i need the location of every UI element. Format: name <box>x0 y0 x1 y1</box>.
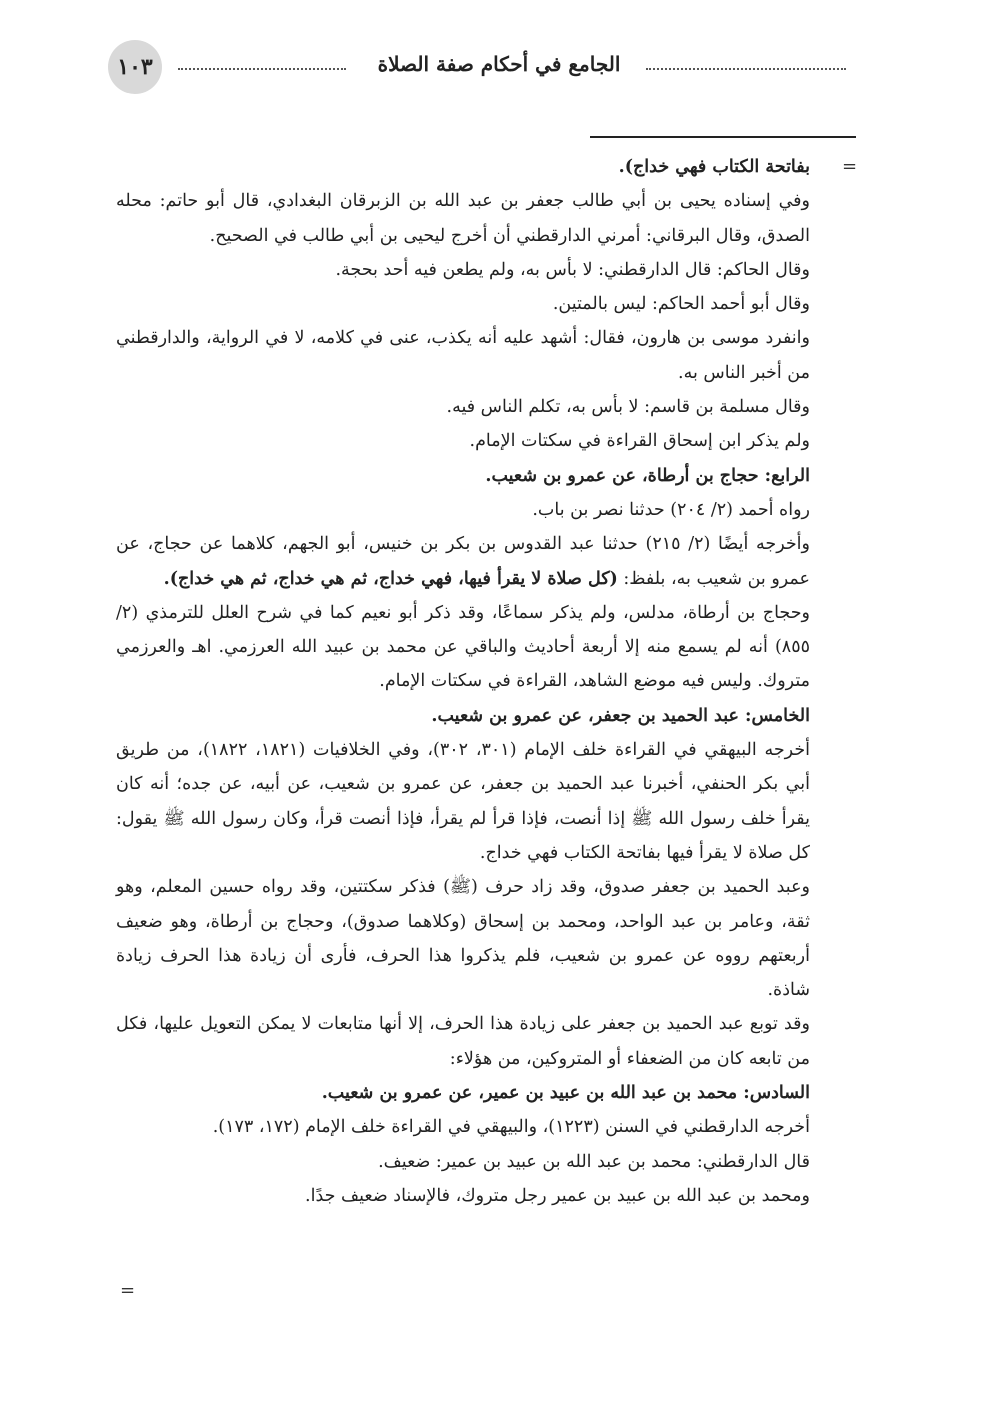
paragraph: أخرجه الدارقطني في السنن (١٢٢٣)، والبيهقي في القراءة خلف الإمام (١٧٢، ١٧٣). <box>212 1117 810 1138</box>
running-title: الجامع في أحكام صفة الصلاة <box>377 52 621 76</box>
paragraph: أخرجه البيهقي في القراءة خلف الإمام (٣٠١، ٣٠٢)، وفي الخلافيات (١٨٢١، ١٨٢٢)، من طريق أبي بكر الحنفي، أخبرنا عبد الحميد بن جعفر، عن عمرو بن شعيب، عن أبيه، عن جده؛ أنه كان يقرأ خلف رسول الله ﷺ إذا أنصت، فإذا قرأ لم يقرأ، فإذا أنصت قرأ، وكان رسول الله ﷺ يقول: كل صلاة لا يقرأ فيها بفاتحة الكتاب فهي خداج. <box>116 740 811 863</box>
paragraph: وحجاج بن أرطاة، مدلس، ولم يذكر سماعًا، وقد ذكر أبو نعيم كما في شرح العلل للترمذي (٢/ ٨٥٥) أنه لم يسمع منه إلا أربعة أحاديث والباقي عن محمد بن عبيد الله العرزمي. اهـ والعرزمي متروك. وليس فيه موضع الشاهد، القراءة في سكتات الإمام. <box>116 602 810 692</box>
paragraph: ومحمد بن عبد الله بن عبيد بن عمير رجل متروك، فالإسناد ضعيف جدًا. <box>305 1185 810 1206</box>
footnote-separator-rule <box>590 136 856 138</box>
paragraph: رواه أحمد (٢/ ٢٠٤) حدثنا نصر بن باب. <box>532 499 810 520</box>
paragraph: وقال مسلمة بن قاسم: لا بأس به، تكلم الناس فيه. <box>446 397 810 418</box>
paragraph: ولم يذكر ابن إسحاق القراءة في سكتات الإمام. <box>469 431 810 452</box>
continuation-mark-bottom: = <box>120 1280 136 1301</box>
paragraph-text: وأخرجه أيضًا (٢/ ٢١٥) حدثنا عبد القدوس بن بكر بن خنيس، أبو الجهم، كلاهما عن حجاج، عن عمرو بن شعيب به، بلفظ: <box>116 534 810 589</box>
paragraph <box>116 527 810 596</box>
header-dotted-leader-right <box>646 68 846 70</box>
footnote-body <box>116 150 810 1213</box>
continuation-mark-top: = <box>842 156 858 177</box>
paragraph: بفاتحة الكتاب فهي خداج). <box>618 157 810 177</box>
section-heading: السادس: محمد بن عبد الله بن عبيد بن عمير، عن عمرو بن شعيب. <box>321 1083 810 1104</box>
paragraph: قال الدارقطني: محمد بن عبد الله بن عبيد بن عمير: ضعيف. <box>378 1151 810 1172</box>
page-number: ١٠٣ <box>108 40 162 94</box>
paragraph: وفي إسناده يحيى بن أبي طالب جعفر بن عبد الله بن الزبرقان البغدادي، قال أبو حاتم: محله الصدق، وقال البرقاني: أمرني الدارقطني أن أخرج ليحيى بن أبي طالب في الصحيح. <box>116 191 810 246</box>
paragraph: وقد توبع عبد الحميد بن جعفر على زيادة هذا الحرف، إلا أنها متابعات لا يمكن التعويل عليها، فكل من تابعه كان من الضعفاء أو المتروكين، من هؤلاء: <box>116 1014 810 1069</box>
paragraph: وعبد الحميد بن جعفر صدوق، وقد زاد حرف (ﷺ) فذكر سكتتين، وقد رواه حسين المعلم، وهو ثقة، وعامر بن عبد الواحد، ومحمد بن إسحاق (وكلاهما صدوق)، وحجاج بن أرطاة، وهو ضعيف أربعتهم رووه عن عمرو بن شعيب، فلم يذكروا هذا الحرف، فأرى أن زيادة هذا الحرف زيادة شاذة. <box>116 877 810 1001</box>
paragraph: وانفرد موسى بن هارون، فقال: أشهد عليه أنه يكذب، عنى في كلامه، لا في الرواية، والدارقطني من أخبر الناس به. <box>116 328 810 383</box>
section-heading: الرابع: حجاج بن أرطاة، عن عمرو بن شعيب. <box>485 465 810 486</box>
quoted-hadith-text: (كل صلاة لا يقرأ فيها، فهي خداج، ثم هي خداج، ثم هي خداج). <box>163 568 618 589</box>
section-heading: الخامس: عبد الحميد بن جعفر، عن عمرو بن شعيب. <box>431 705 810 726</box>
paragraph: وقال أبو أحمد الحاكم: ليس بالمتين. <box>552 294 810 315</box>
paragraph: وقال الحاكم: قال الدارقطني: لا بأس به، ولم يطعن فيه أحد بحجة. <box>335 259 810 280</box>
header-dotted-leader-left <box>178 68 346 70</box>
page-header <box>108 40 848 98</box>
